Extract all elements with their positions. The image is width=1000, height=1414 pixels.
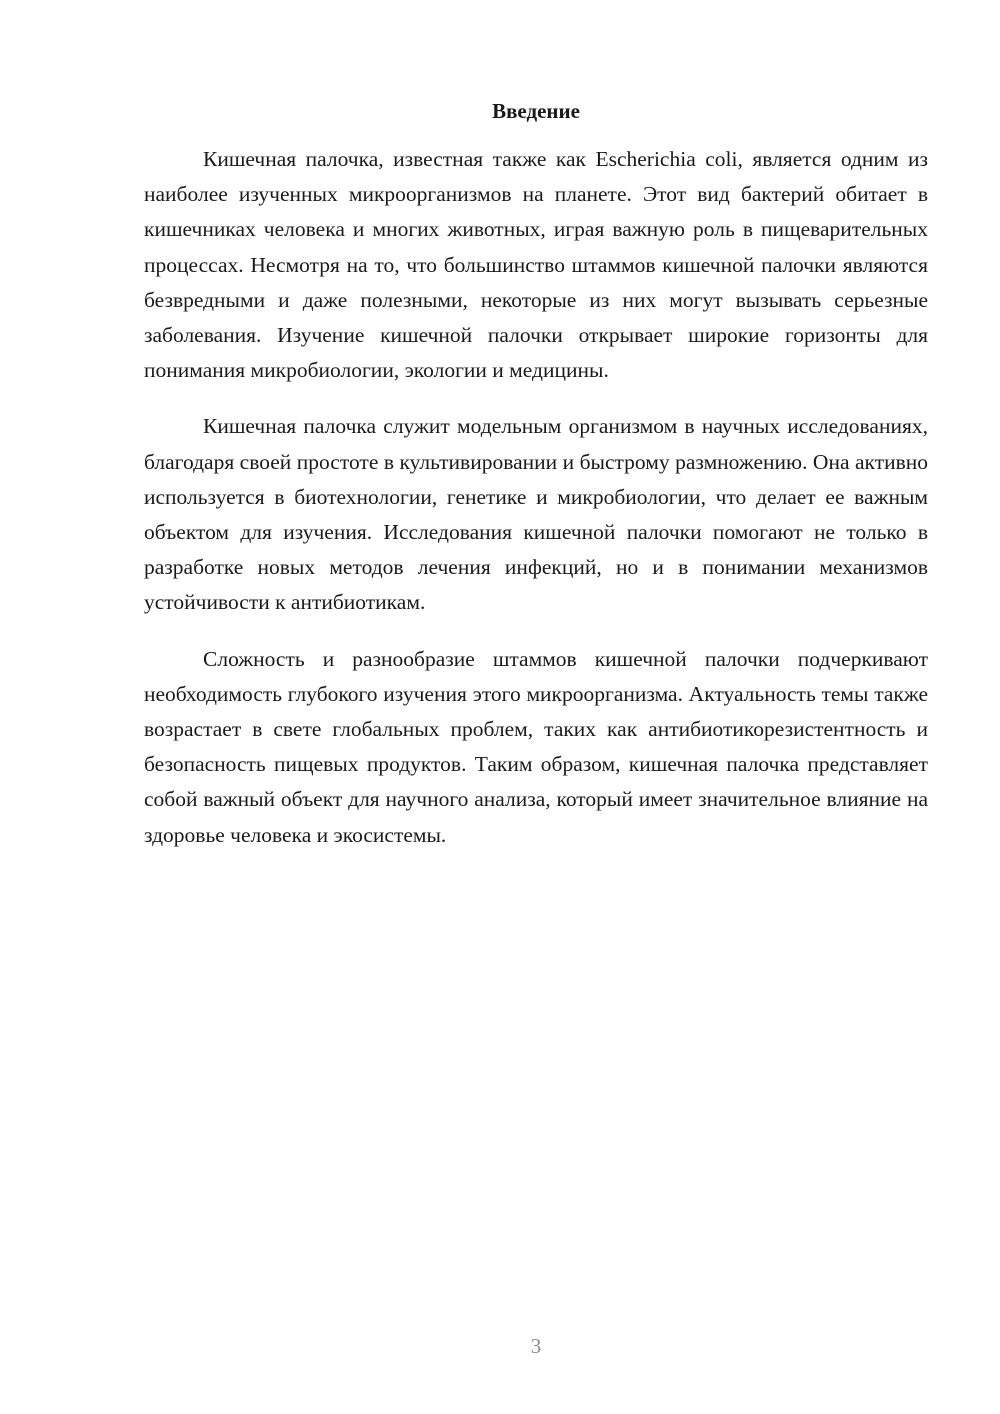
paragraph-1: Кишечная палочка, известная также как Escherichia coli, является одним из наиболее изученных микроорганизмов на планете. Этот вид бактерий обитает в кишечниках человека и многих животных, играя важную роль в пищеварительных процессах. Несмотря на то, что большинство штаммов кишечной палочки являются безвредными и даже полезными, некоторые из них могут вызывать серьезные заболевания. Изучение кишечной палочки открывает широкие горизонты для понимания микробиологии, экологии и медицины. [144, 147, 928, 383]
paragraph-3: Сложность и разнообразие штаммов кишечной палочки подчеркивают необходимость глубокого изучения этого микроорганизма. Актуальность темы также возрастает в свете глобальных проблем, таких как антибиотикорезистентность и безопасность пищевых продуктов. Таким образом, кишечная палочка представляет собой важный объект для научного анализа, который имеет значительное влияние на здоровье человека и экосистемы. [144, 646, 928, 847]
section-heading: Введение [492, 99, 580, 123]
page-number: 3 [530, 1334, 542, 1358]
paragraph-2: Кишечная палочка служит модельным организмом в научных исследованиях, благодаря своей простоте в культивировании и быстрому размножению. Она активно используется в биотехнологии, генетике и микробиологии, что делает ее важным объектом для изучения. Исследования кишечной палочки помогают не только в разработке новых методов лечения инфекций, но и в понимании механизмов устойчивости к антибиотикам. [144, 414, 928, 615]
body-text [144, 142, 928, 874]
